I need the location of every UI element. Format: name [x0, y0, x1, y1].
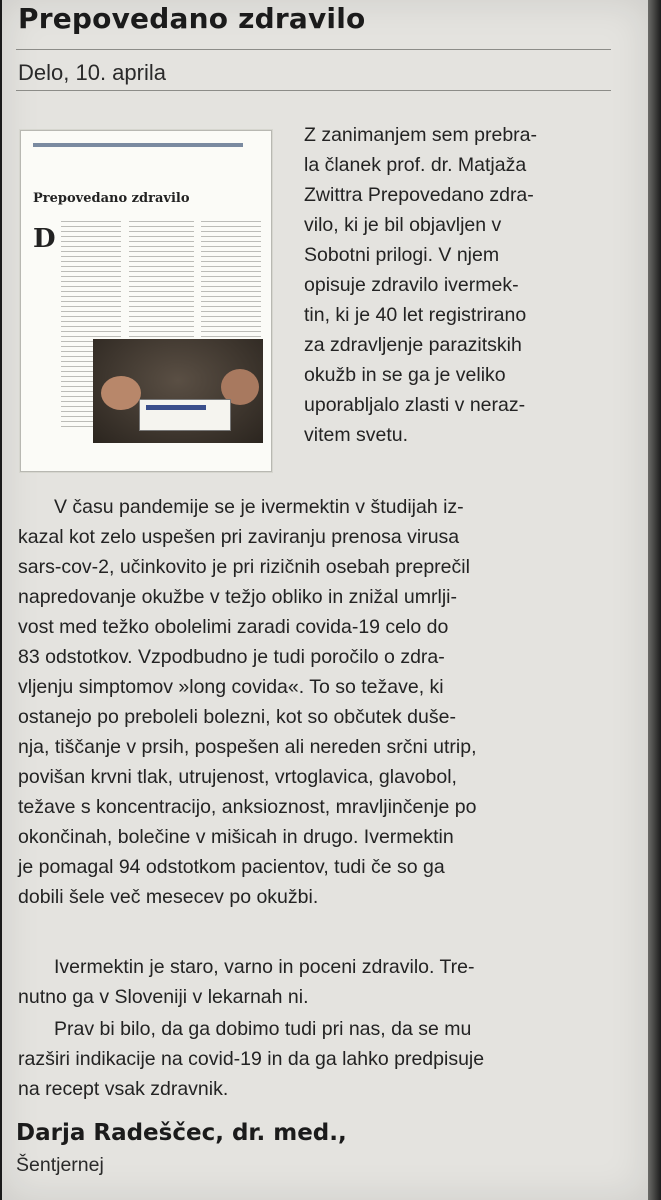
- thumbnail-headline: Prepovedano zdravilo: [33, 191, 190, 206]
- text-line: povišan krvni tlak, utrujenost, vrtoglavica, glavobol,: [18, 766, 457, 788]
- thumbnail-photo-medicine-box: [139, 399, 231, 431]
- text-line: la članek prof. dr. Matjaža: [304, 154, 527, 176]
- text-line: je pomagal 94 odstotkom pacientov, tudi če so ga: [18, 856, 445, 878]
- article-paragraph-2: [18, 492, 618, 912]
- article-paragraph-4: [18, 1014, 618, 1104]
- thumbnail-header-bar: [33, 143, 243, 147]
- text-line: sars-cov-2, učinkovito je pri rizičnih osebah preprečil: [18, 556, 470, 578]
- text-line: vljenju simptomov »long covida«. To so težave, ki: [18, 676, 444, 698]
- referenced-article-thumbnail: [20, 130, 272, 472]
- text-line: razširi indikacije na covid-19 in da ga lahko predpisuje: [18, 1048, 485, 1070]
- article-paragraph-1: [304, 120, 617, 450]
- text-line: nutno ga v Sloveniji v lekarnah ni.: [18, 986, 309, 1008]
- text-line: Zwittra Prepovedano zdra-: [304, 184, 534, 206]
- author-place: Šentjernej: [16, 1154, 104, 1176]
- text-line: nja, tiščanje v prsih, pospešen ali nereden srčni utrip,: [18, 736, 477, 758]
- text-line: kazal kot zelo uspešen pri zaviranju prenosa virusa: [18, 526, 460, 548]
- text-line: težave s koncentracijo, anksioznost, mravljinčenje po: [18, 796, 477, 818]
- newspaper-clipping: [2, 0, 648, 1200]
- text-line: za zdravljenje parazitskih: [304, 334, 522, 356]
- thumbnail-drop-cap: D: [33, 224, 56, 254]
- thumbnail-photo-hand: [101, 376, 141, 410]
- text-line: Z zanimanjem sem prebra-: [304, 124, 537, 146]
- text-line: Ivermektin je staro, varno in poceni zdravilo. Tre-: [54, 956, 475, 978]
- text-line: V času pandemije se je ivermektin v študijah iz-: [54, 496, 464, 518]
- text-line: vost med težko obolelimi zaradi covida-19 celo do: [18, 616, 449, 638]
- article-paragraph-3: [18, 952, 618, 1012]
- title-rule: [16, 49, 611, 50]
- text-line: napredovanje okužbe v težjo obliko in znižal umrlji-: [18, 586, 457, 608]
- text-line: na recept vsak zdravnik.: [18, 1078, 229, 1100]
- photo-edge-shadow: [648, 0, 661, 1200]
- text-line: vilo, ki je bil objavljen v: [304, 214, 502, 236]
- dateline: Delo, 10. aprila: [18, 60, 166, 85]
- text-line: opisuje zdravilo ivermek-: [304, 274, 519, 296]
- text-line: tin, ki je 40 let registrirano: [304, 304, 527, 326]
- text-line: vitem svetu.: [304, 424, 409, 446]
- text-line: uporabljalo zlasti v neraz-: [304, 394, 526, 416]
- text-line: Sobotni prilogi. V njem: [304, 244, 500, 266]
- dateline-rule: [16, 90, 611, 91]
- text-line: okončinah, bolečine v mišicah in drugo. Ivermektin: [18, 826, 454, 848]
- author-signature: Darja Radeščec, dr. med.,: [16, 1120, 347, 1146]
- text-line: 83 odstotkov. Vzpodbudno je tudi poročilo o zdra-: [18, 646, 445, 668]
- article-title: Prepovedano zdravilo: [18, 2, 366, 35]
- text-line: ostanejo po preboleli bolezni, kot so občutek duše-: [18, 706, 456, 728]
- text-line: okužb in se ga je veliko: [304, 364, 506, 386]
- text-line: dobili šele več mesecev po okužbi.: [18, 886, 319, 908]
- text-line: Prav bi bilo, da ga dobimo tudi pri nas, da se mu: [54, 1018, 472, 1040]
